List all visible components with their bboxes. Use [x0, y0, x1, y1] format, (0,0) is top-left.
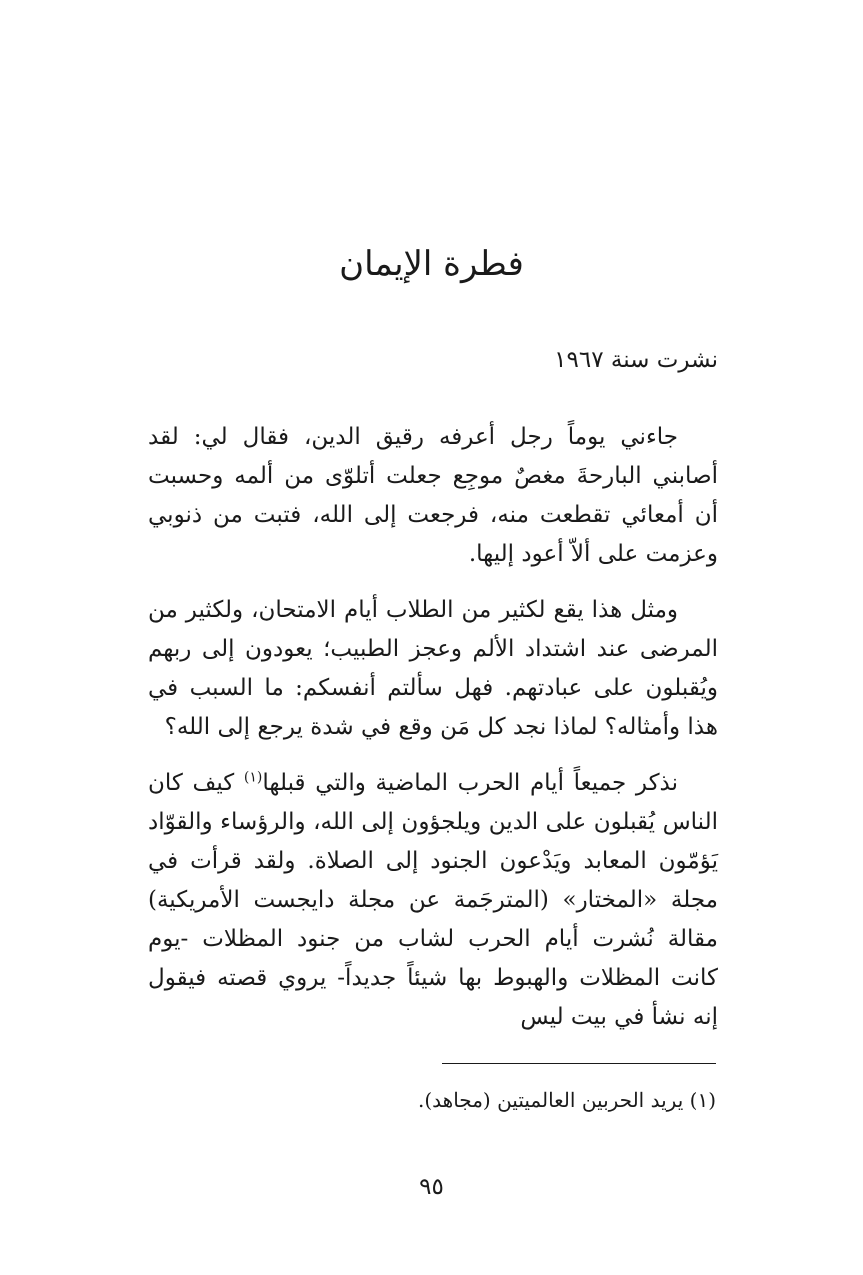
- paragraph-3-part-2: كيف كان الناس يُقبلون على الدين ويلجؤون إلى الله، والرؤساء والقوّاد يَؤمّون المعابد ويَدْعون الجنود إلى الصلاة. ولقد قرأت في مجلة «المختار» (المترجَمة عن مجلة دايجست الأمريكية) مقالة نُشرت أيام الحرب لشاب من جنود المظلات -يوم كانت المظلات والهبوط بها شيئاً جديداً- يروي قصته فيقول إنه نشأ في بيت ليس: [148, 770, 718, 1030]
- paragraph-3: [148, 764, 718, 1037]
- page-number: ٩٥: [419, 1174, 444, 1200]
- publication-note: نشرت سنة ١٩٦٧: [554, 347, 718, 373]
- footnote-separator: [442, 1063, 716, 1064]
- paragraph-3-part-1: نذكر جميعاً أيام الحرب الماضية والتي قبلها: [262, 770, 678, 796]
- paragraph-2: ومثل هذا يقع لكثير من الطلاب أيام الامتحان، ولكثير من المرضى عند اشتداد الألم وعجز الطبيب؛ يعودون إلى ربهم ويُقبلون على عبادتهم. فهل سألتم أنفسكم: ما السبب في هذا وأمثاله؟ لماذا نجد كل مَن وقع في شدة يرجع إلى الله؟: [148, 597, 718, 740]
- footnote: (١) يريد الحربين العالميتين (مجاهد).: [418, 1088, 716, 1112]
- body-text: [148, 418, 718, 1037]
- chapter-title: فطرة الإيمان: [339, 244, 524, 284]
- paragraph-1: جاءني يوماً رجل أعرفه رقيق الدين، فقال لي: لقد أصابني البارحةَ مغصٌ موجِع جعلت أتلوّى من ألمه وحسبت أن أمعائي تقطعت منه، فرجعت إلى الله، فتبت من ذنوبي وعزمت على ألاّ أعود إليها.: [148, 424, 718, 567]
- footnote-reference: (١): [243, 769, 263, 786]
